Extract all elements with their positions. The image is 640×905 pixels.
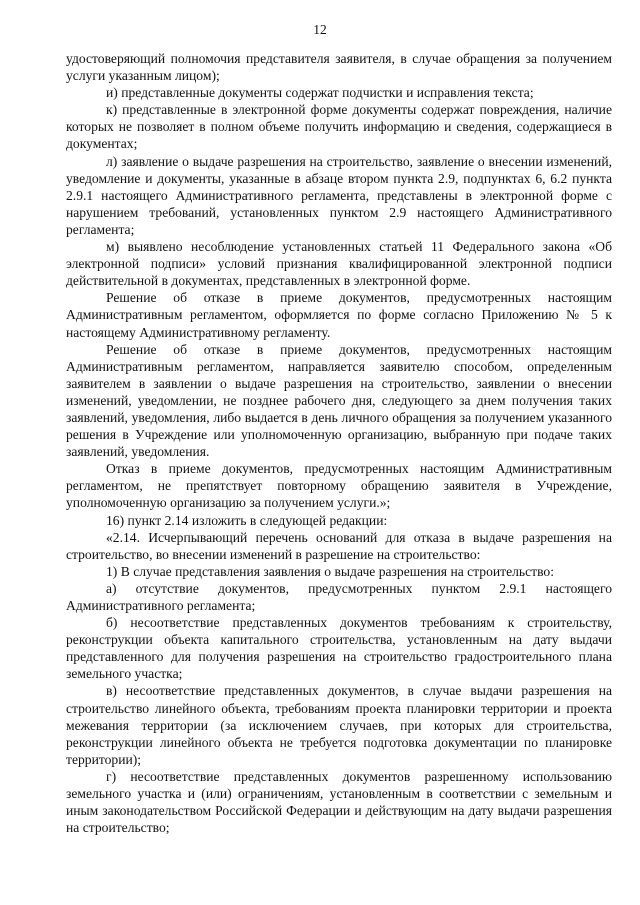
paragraph-section-2-14: «2.14. Исчерпывающий перечень оснований для отказа в выдаче разрешения на строительство, во внесении изменений в разрешение на строительство: bbox=[66, 529, 612, 562]
paragraph-case-1: 1) В случае представления заявления о выдаче разрешения на строительство: bbox=[106, 563, 554, 579]
list-item-l: л) заявление о выдаче разрешения на строительство, заявление о внесении изменений, уведомление и документы, указанные в абзаце втором пункта 2.9, подпунктах 6, 6.2 пункта 2.9.1 настоящего Административного регламента, представлены в электронной форме с нарушением требований, установленных пунктом 2.9 настоящего Административного регламента; bbox=[66, 153, 612, 237]
paragraph-refusal-delivery: Решение об отказе в приеме документов, предусмотренных настоящим Административным регламентом, направляется заявителю способом, определенным заявителем в заявлении о выдаче разрешения на строительство, заявлении о внесении изменений, уведомлении, не позднее рабочего дня, следующего за днем получения таких заявлений, уведомления, либо выдается в день личного обращения за получением указанного решения в Учреждение или уполномоченную организацию, выбранную при подаче таких заявлений, уведомления. bbox=[66, 341, 612, 460]
document-body bbox=[66, 50, 612, 836]
list-item-m: м) выявлено несоблюдение установленных статьей 11 Федерального закона «Об электронной подписи» условий признания квалифицированной электронной подписи действительной в документах, представленных в электронной форме. bbox=[66, 239, 612, 289]
paragraph-refusal-form: Решение об отказе в приеме документов, предусмотренных настоящим Административным регламентом, оформляется по форме согласно Приложению № 5 к настоящему Административному регламенту. bbox=[66, 290, 612, 340]
list-item-b: б) несоответствие представленных документов требованиям к строительству, реконструкции объекта капитального строительства, установленным на дату выдачи представленного для получения разрешения на строительство градостроительного плана земельного участка; bbox=[66, 615, 612, 682]
list-item-a: а) отсутствие документов, предусмотренных пунктом 2.9.1 настоящего Административного регламента; bbox=[66, 580, 612, 613]
paragraph-refusal-no-obstacle: Отказ в приеме документов, предусмотренных настоящим Административным регламентом, не препятствует повторному обращению заявителя в Учреждение, уполномоченную организацию за получением услуги.»; bbox=[66, 461, 612, 511]
list-item-i: и) представленные документы содержат подчистки и исправления текста; bbox=[106, 85, 534, 101]
paragraph-continuation: удостоверяющий полномочия представителя заявителя, в случае обращения за получением услуги указанным лицом); bbox=[66, 51, 612, 84]
list-item-v: в) несоответствие представленных документов, в случае выдачи разрешения на строительство линейного объекта, требованиям проекта планировки территории и проекта межевания территории (за исключением случаев, при которых для строительства, реконструкции линейного объекта не требуется подготовка документации по планировке территории); bbox=[66, 683, 612, 767]
list-item-g: г) несоответствие представленных документов разрешенному использованию земельного участка и (или) ограничениям, установленным в соответствии с земельным и иным законодательством Российской Федерации и действующим на дату выдачи разрешения на строительство; bbox=[66, 768, 612, 836]
paragraph-amendment-16: 16) пункт 2.14 изложить в следующей редакции: bbox=[106, 512, 388, 528]
list-item-k: к) представленные в электронной форме документы содержат повреждения, наличие которых не позволяет в полном объеме получить информацию и сведения, содержащиеся в документах; bbox=[66, 102, 612, 152]
page-number: 12 bbox=[313, 22, 327, 37]
